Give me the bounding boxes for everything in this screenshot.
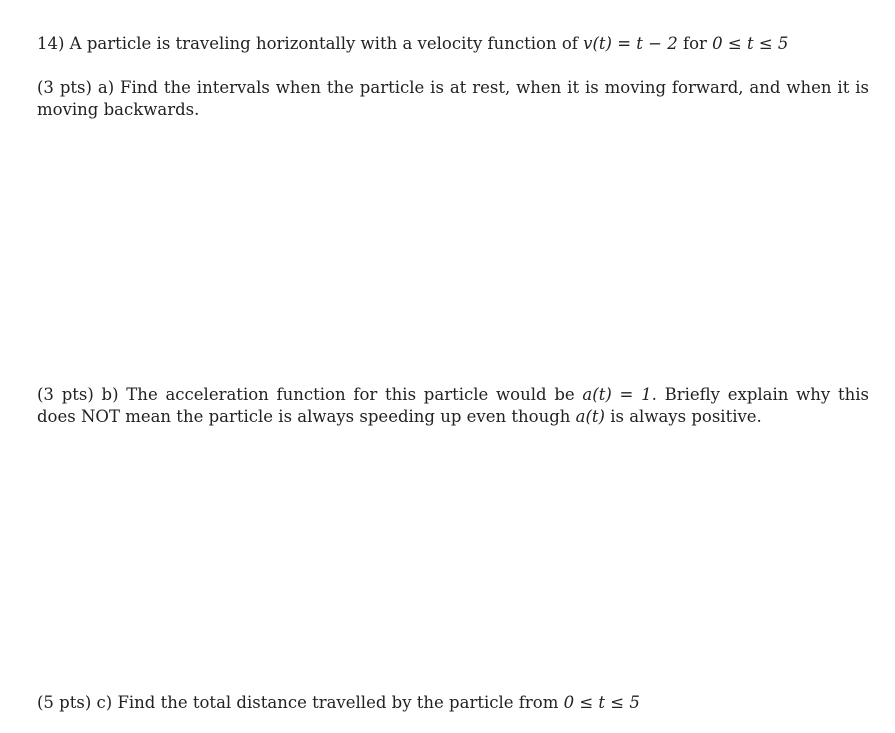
part-a-prompt xyxy=(37,77,869,121)
part-c-domain: 0 ≤ t ≤ 5 xyxy=(563,693,640,712)
part-b-suffix: is always positive. xyxy=(604,407,762,426)
part-c-intro: (5 pts) c) Find the total distance travelled by the particle from xyxy=(37,693,564,712)
part-c-prompt xyxy=(37,692,869,714)
acceleration-function: a(t) = 1 xyxy=(582,385,652,404)
part-b-intro: (3 pts) b) The acceleration function for this particle would be xyxy=(37,385,583,404)
time-domain: 0 ≤ t ≤ 5 xyxy=(712,34,789,53)
acceleration-variable: a(t) xyxy=(575,407,605,426)
part-b-middle: . Briefly explain why this does NOT mean the particle is always speeding up even though xyxy=(37,385,869,426)
part-b-prompt xyxy=(37,384,869,428)
velocity-function: v(t) = t − 2 xyxy=(583,34,678,53)
part-a-text: (3 pts) a) Find the intervals when the particle is at rest, when it is moving forward, and when it is moving backwards. xyxy=(37,78,869,119)
question-for: for xyxy=(677,34,713,53)
question-intro: 14) A particle is traveling horizontally with a velocity function of xyxy=(37,34,584,53)
question-header xyxy=(37,33,869,55)
